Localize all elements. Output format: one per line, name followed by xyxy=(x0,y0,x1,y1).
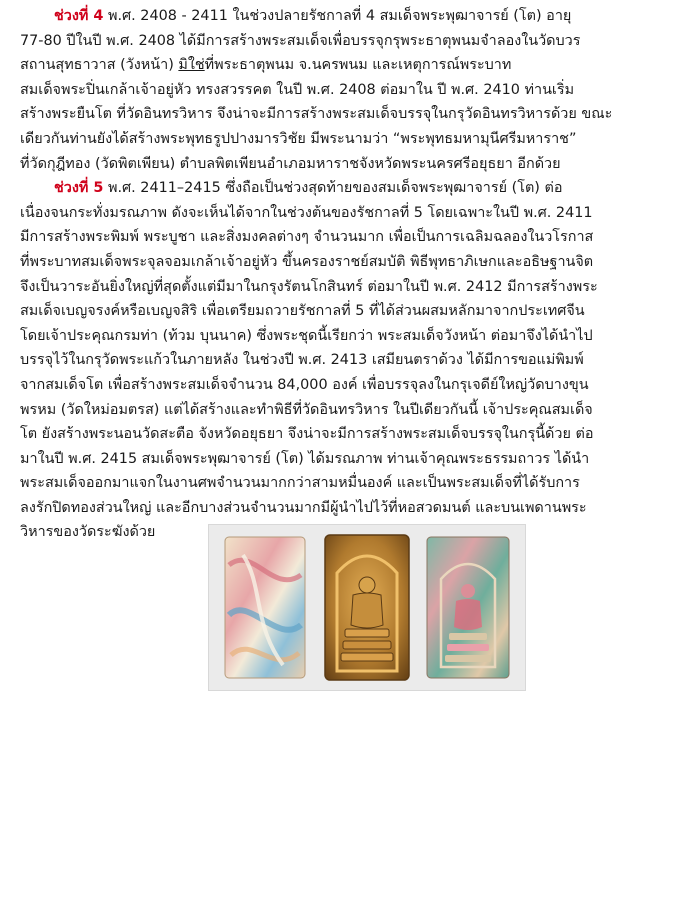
text-line: ลงรักปิดทองส่วนใหญ่ และอีกบางส่วนจำนวนมากมีผู้นำไปไว้ที่หอสวดมนต์ และบนเพดานพระ xyxy=(20,499,587,516)
text-line: ช่วงที่ 4 พ.ศ. 2408 - 2411 ในช่วงปลายรัชกาลที่ 4 สมเด็จพระพุฒาจารย์ (โต) อายุ xyxy=(20,4,680,29)
text-line: วิหารของวัดระฆังด้วย xyxy=(20,524,156,541)
amulet-photo xyxy=(208,524,526,691)
section-heading-period-5: ช่วงที่ 5 xyxy=(54,180,104,197)
text-line: มาในปี พ.ศ. 2415 สมเด็จพระพุฒาจารย์ (โต) ได้มรณภาพ ท่านเจ้าคุณพระธรรมถาวร ได้นำ xyxy=(20,450,590,467)
text-line: จากสมเด็จโต เพื่อสร้างพระสมเด็จจำนวน 84,000 องค์ เพื่อบรรจุลงในกรุเจดีย์ใหญ่วัดบางขุน xyxy=(20,376,589,393)
text-line: ที่วัดกุฎีทอง (วัดพิตเพียน) ตำบลพิตเพียนอำเภอมหาราชจังหวัดพระนครศรีอยุธยา อีกด้วย xyxy=(20,155,561,172)
text-line: โต ยังสร้างพระนอนวัดสะตือ จังหวัดอยุธยา จึงน่าจะมีการสร้างพระสมเด็จบรรจุในกรุนี้ด้วย ต่อ xyxy=(20,426,594,443)
text-line: สถานสุทธาวาส (วังหน้า) มิใช่ที่พระธาตุพนม จ.นครพนม และเหตุการณ์พระบาท xyxy=(20,57,512,74)
paragraph-period-4 xyxy=(20,4,680,176)
paragraph-period-5 xyxy=(20,176,680,545)
article-text xyxy=(20,4,680,545)
text-line: 77-80 ปีในปี พ.ศ. 2408 ได้มีการสร้างพระสมเด็จเพื่อบรรจุกรุพระธาตุพนมจำลองในวัดบวร xyxy=(20,32,581,49)
text-line: โดยเจ้าประคุณกรมท่า (ท้วม บุนนาค) ซึ่งพระชุดนี้เรียกว่า พระสมเด็จวังหน้า ต่อมาจึงได้นำไป xyxy=(20,327,593,344)
text-line: สร้างพระยืนโต ที่วัดอินทรวิหาร จึงน่าจะมีการสร้างพระสมเด็จบรรจุในกรุวัดอินทรวิหารด้วย ขณะ xyxy=(20,106,613,123)
underlined-word: มิใช่ xyxy=(178,57,205,74)
text-line: เดียวกันท่านยังได้สร้างพระพุทธรูปปางมารวิชัย มีพระนามว่า “พระพุทธมหามุนีศรีมหาราช” xyxy=(20,130,577,147)
text-line: พรหม (วัดใหม่อมตรส) แต่ได้สร้างและทำพิธีที่วัดอินทรวิหาร ในปีเดียวกันนี้ เจ้าประคุณสมเด็จ xyxy=(20,401,593,418)
amulet-multicolor-right xyxy=(425,535,511,680)
text-line: สมเด็จเบญจรงค์หรือเบญจสิริ เพื่อเตรียมถวายรัชกาลที่ 5 ที่ได้ส่วนผสมหลักมาจากประเทศจีน xyxy=(20,303,585,320)
section-heading-period-4: ช่วงที่ 4 xyxy=(54,8,104,24)
text-line: เนื่องจนกระทั่งมรณภาพ ดังจะเห็นได้จากในช่วงต้นของรัชกาลที่ 5 โดยเฉพาะในปี พ.ศ. 2411 xyxy=(20,204,593,221)
text-line: จึงเป็นวาระอันยิ่งใหญ่ที่สุดตั้งแต่มีมาในกรุงรัตนโกสินทร์ ต่อมาในปี พ.ศ. 2412 มีการสร้างพระ xyxy=(20,278,598,295)
text-line: มีการสร้างพระพิมพ์ พระบูชา และสิ่งมงคลต่างๆ จำนวนมาก เพื่อเป็นการเฉลิมฉลองในวโรกาส xyxy=(20,229,594,246)
text-line: ช่วงที่ 5 พ.ศ. 2411–2415 ซึ่งถือเป็นช่วงสุดท้ายของสมเด็จพระพุฒาจารย์ (โต) ต่อ xyxy=(20,176,680,201)
text-line: สมเด็จพระปิ่นเกล้าเจ้าอยู่หัว ทรงสวรรคต ในปี พ.ศ. 2408 ต่อมาใน ปี พ.ศ. 2410 ท่านเริ่ม xyxy=(20,81,575,98)
amulet-multicolor-left xyxy=(223,535,307,680)
text-line: พระสมเด็จออกมาแจกในงานศพจำนวนมากกว่าสามหมื่นองค์ และเป็นพระสมเด็จที่ได้รับการ xyxy=(20,475,580,492)
text-line: ที่พระบาทสมเด็จพระจุลจอมเกล้าเจ้าอยู่หัว ขึ้นครองราชย์สมบัติ พิธีพุทธาภิเษกและอธิษฐานจิต xyxy=(20,253,594,270)
amulet-gold-center xyxy=(323,533,411,682)
text-line: บรรจุไว้ในกรุวัดพระแก้วในภายหลัง ในช่วงปี พ.ศ. 2413 เสมียนตราด้วง ได้มีการขอแม่พิมพ์ xyxy=(20,352,584,369)
